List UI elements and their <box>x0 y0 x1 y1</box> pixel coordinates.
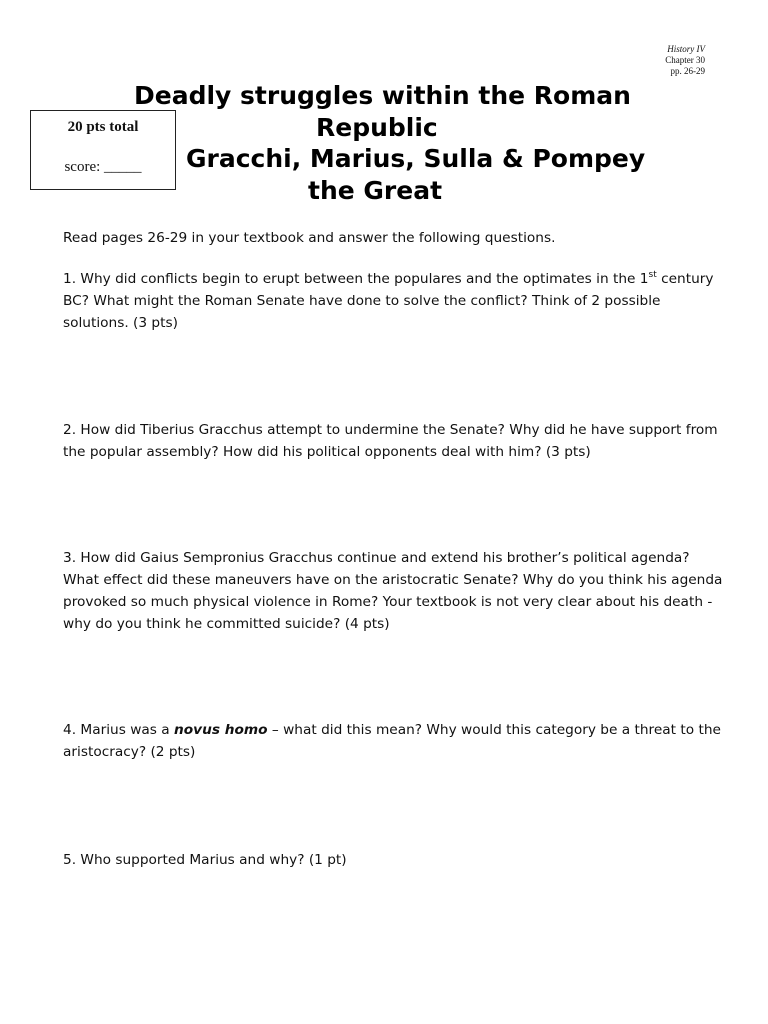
question-text-cont: century BC? What might the Roman Senate have done to solve the conflict? Think of 2 possible solutions. (3 pts) <box>63 271 714 331</box>
question-number: 3. <box>63 550 77 566</box>
question-text: Why did conflicts begin to erupt between the populares and the optimates in the 1 <box>80 271 649 287</box>
question-4 <box>63 719 723 763</box>
question-number: 1. <box>63 271 77 287</box>
question-1 <box>63 268 723 334</box>
question-text: Who supported Marius and why? (1 pt) <box>80 852 347 868</box>
question-2 <box>63 419 723 463</box>
question-number: 2. <box>63 422 77 438</box>
question-5 <box>63 849 723 871</box>
course-name: History IV <box>667 44 705 54</box>
course-info <box>665 44 705 77</box>
title-line-3: Gracchi, Marius, Sulla & Pompey <box>186 144 646 173</box>
question-text: How did Tiberius Gracchus attempt to undermine the Senate? Why did he have support from the popular assembly? How did his political opponents deal with him? (3 pts) <box>63 422 718 460</box>
question-3 <box>63 547 723 635</box>
question-number: 4. <box>63 722 77 738</box>
question-number: 5. <box>63 852 77 868</box>
score-blank: _____ <box>104 159 142 175</box>
page-range: pp. 26-29 <box>670 66 705 76</box>
chapter-number: Chapter 30 <box>665 55 705 65</box>
ordinal-suffix: st <box>648 270 657 280</box>
instructions: Read pages 26-29 in your textbook and answer the following questions. <box>63 230 556 246</box>
latin-term: novus homo <box>174 722 268 738</box>
question-text: Marius was a <box>80 722 175 738</box>
points-total: 20 pts total <box>67 119 139 135</box>
title-line-1: Deadly struggles within the Roman <box>134 81 631 110</box>
question-text: How did Gaius Sempronius Gracchus continue and extend his brother’s political agenda? What effect did these maneuvers have on the aristocratic Senate? Why do you think his agenda provoked so much physical violence in Rome? Your textbook is not very clear about his death - why do you think he committed suicide? (4 pts) <box>63 550 723 632</box>
question-text-cont: – what did this mean? Why would this category be a threat to the aristocracy? (2 pts) <box>63 722 721 760</box>
worksheet-title <box>130 80 690 206</box>
title-line-2: Republic <box>316 112 438 142</box>
score-label: score: <box>64 159 101 175</box>
title-line-4: the Great <box>308 175 443 205</box>
